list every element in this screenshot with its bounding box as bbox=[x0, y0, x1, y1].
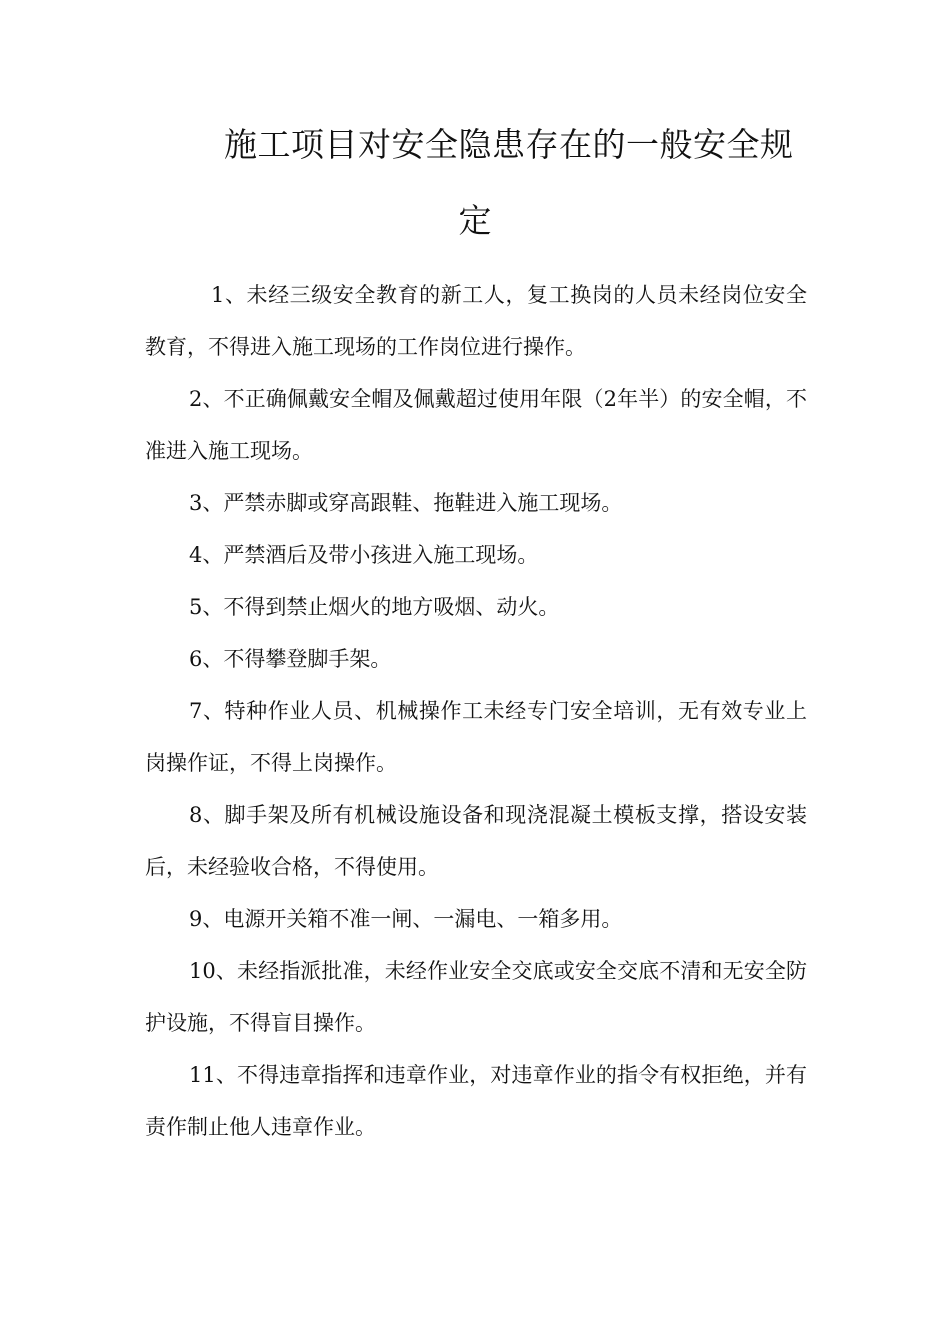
regulation-item-2: 2、不正确佩戴安全帽及佩戴超过使用年限（2年半）的安全帽，不准进入施工现场。 bbox=[145, 387, 807, 463]
regulation-list bbox=[145, 269, 807, 1153]
regulation-item-3: 3、严禁赤脚或穿高跟鞋、拖鞋进入施工现场。 bbox=[189, 491, 623, 515]
regulation-item-8: 8、脚手架及所有机械设施设备和现浇混凝土模板支撑，搭设安装后，未经验收合格，不得使用。 bbox=[145, 803, 807, 879]
document-title-line-2: 定 bbox=[458, 201, 492, 240]
document-title-line-1: 施工项目对安全隐患存在的一般安全规 bbox=[224, 125, 794, 164]
regulation-item-7: 7、特种作业人员、机械操作工未经专门安全培训，无有效专业上岗操作证，不得上岗操作。 bbox=[145, 699, 807, 775]
regulation-item-9: 9、电源开关箱不准一闸、一漏电、一箱多用。 bbox=[189, 907, 623, 931]
regulation-item-5: 5、不得到禁止烟火的地方吸烟、动火。 bbox=[189, 595, 560, 619]
regulation-item-10: 10、未经指派批准，未经作业安全交底或安全交底不清和无安全防护设施，不得盲目操作。 bbox=[145, 959, 807, 1035]
regulation-item-1: 1、未经三级安全教育的新工人，复工换岗的人员未经岗位安全教育，不得进入施工现场的工作岗位进行操作。 bbox=[145, 283, 807, 359]
regulation-item-4: 4、严禁酒后及带小孩进入施工现场。 bbox=[189, 543, 539, 567]
regulation-item-11: 11、不得违章指挥和违章作业，对违章作业的指令有权拒绝，并有责作制止他人违章作业。 bbox=[145, 1063, 807, 1139]
regulation-item-6: 6、不得攀登脚手架。 bbox=[189, 647, 392, 671]
